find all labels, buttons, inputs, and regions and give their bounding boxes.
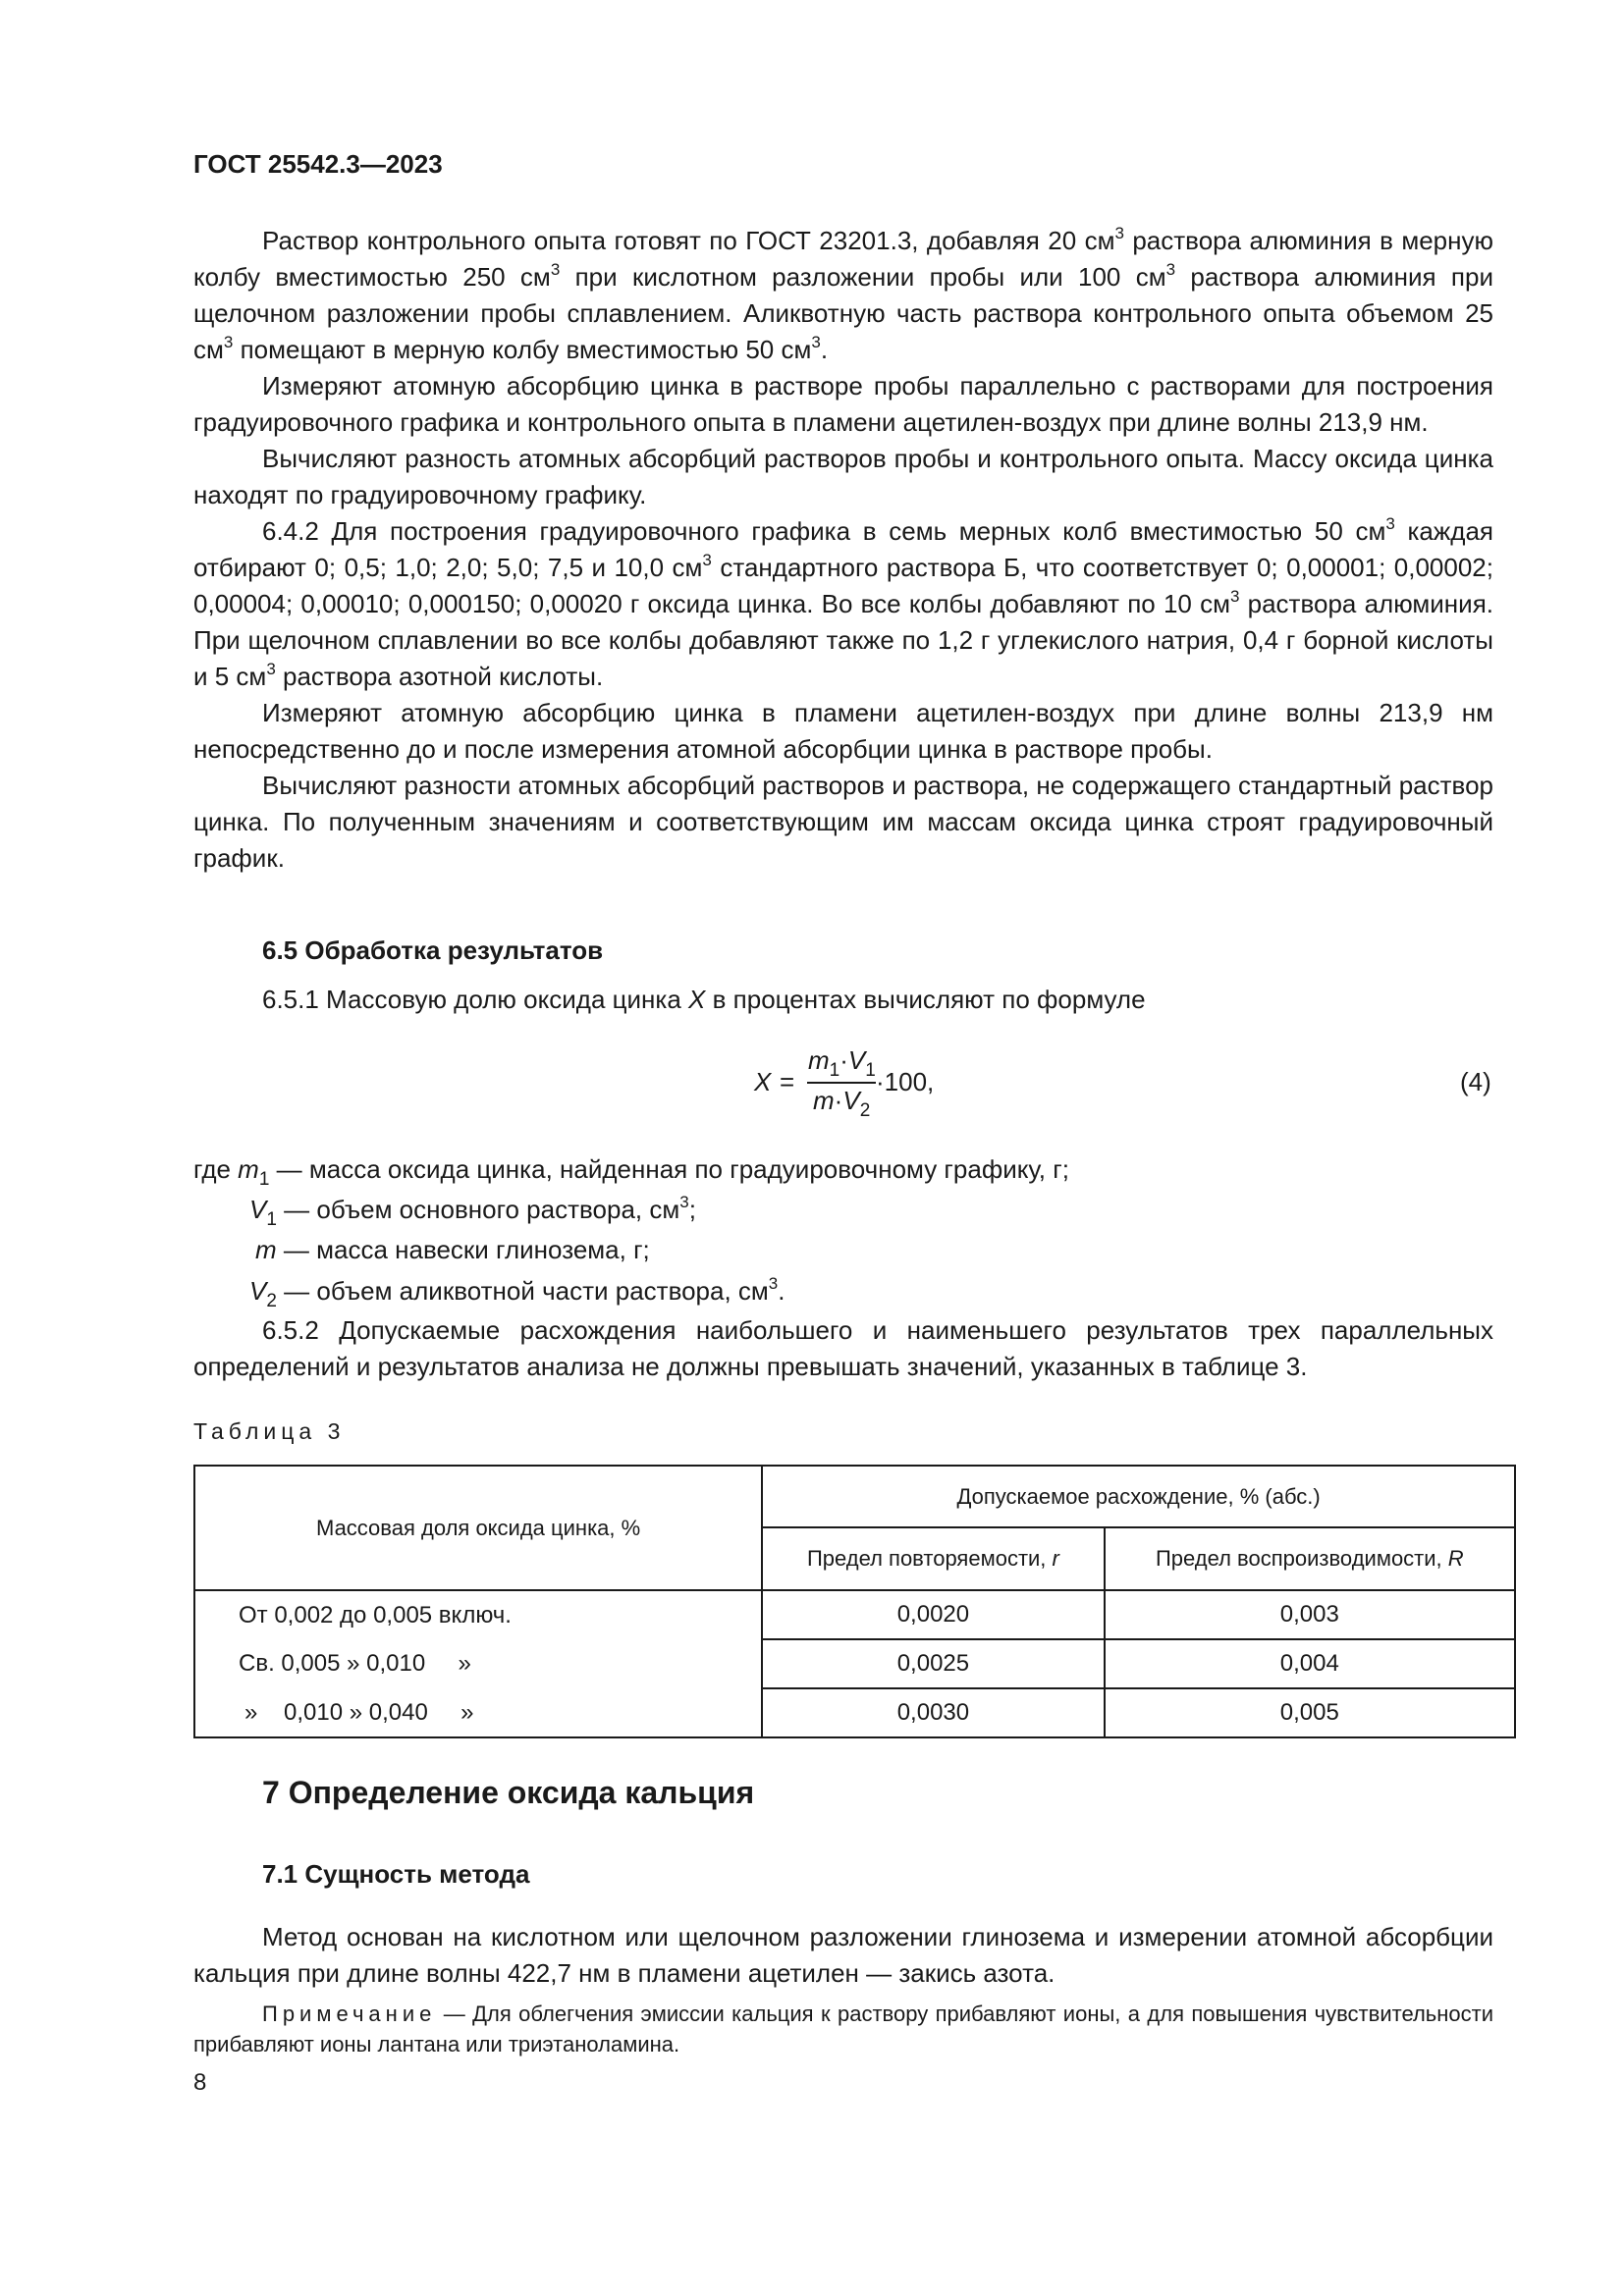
where-line-4: $V_2$ — объем аликвотной части раствора, $см^3$.: [249, 1274, 785, 1311]
paragraph-6-4-2: 6.4.2 Для построения градуировочного графика в семь мерных колб вместимостью 50 $см^3$ каждая отбирают 0; 0,5; 1,0; 2,0; 5,0; 7,5 и 10,0 $см^3$ стандартного раствора Б, что соответствует 0; 0,00001; 0,00002; 0,00004; 0,00010; 0,000150; 0,00020 г оксида цинка. Во все колбы добавляют по 10 $см^3$ раствора алюминия. При щелочном сплавлении во все колбы добавляют также по 1,2 г углекислого натрия, 0,4 г борной кислоты и 5 $см^3$ раствора азотной кислоты.: [193, 514, 1493, 691]
paragraph: Раствор контрольного опыта готовят по ГОСТ 23201.3, добавляя 20 $см^3$ раствора алюминия в мерную колбу вместимостью 250 $см^3$ при кислотном разложении пробы или 100 $см^3$ раствора алюминия при щелочном разложении пробы сплавлением. Аликвотную часть раствора контрольного опыта объемом 25 $см^3$ помещают в мерную колбу вместимостью 50 $см^3$.: [193, 224, 1493, 364]
where-line-3: m — масса навески глинозема, г;: [255, 1235, 650, 1264]
where-line-2: $V_1$ — объем основного раствора, $см^3$;: [249, 1193, 696, 1230]
section-heading-6-5: 6.5 Обработка результатов: [262, 935, 604, 965]
paragraph-7-1: Метод основан на кислотном или щелочном разложении глинозема и измерении атомной абсорбции кальция при длине волны 422,7 нм в пламени ацетилен — закись азота.: [193, 1922, 1493, 1988]
paragraph: Измеряют атомную абсорбцию цинка в пламени ацетилен-воздух при длине волны 213,9 нм непосредственно до и после измерения атомной абсорбции цинка в растворе пробы.: [193, 698, 1493, 764]
formula: X = $m_1\cdot V_1$ $m\cdot V_2$ ·100,: [754, 1045, 935, 1121]
section-heading-7: 7 Определение оксида кальция: [262, 1775, 755, 1810]
paragraph: Измеряют атомную абсорбцию цинка в растворе пробы параллельно с растворами для построения градуировочного графика и контрольного опыта в пламени ацетилен-воздух при длине волны 213,9 нм.: [193, 371, 1493, 437]
table-header-mass-fraction: Массовая доля оксида цинка, %: [194, 1466, 762, 1590]
fraction-bar: [807, 1082, 876, 1084]
note: Примечание — Для облегчения эмиссии кальция к раствору прибавляют ионы, а для повышения чувствительности прибавляют ионы лантана или триэтаноламина.: [193, 2002, 1493, 2056]
paragraph-6-5-2: 6.5.2 Допускаемые расхождения наибольшего и наименьшего результатов трех параллельных определений и результатов анализа не должны превышать значений, указанных в таблице 3.: [193, 1315, 1493, 1381]
table-row: Св. 0,005 » 0,010 » 0,0025 0,004: [194, 1639, 1515, 1688]
formula-number: (4): [1460, 1067, 1491, 1096]
table-3: [193, 1465, 1516, 1738]
section-heading-7-1: 7.1 Сущность метода: [262, 1859, 530, 1889]
formula-numerator: $m_1\cdot V_1$: [808, 1045, 876, 1081]
table-header-reproducibility: Предел воспроизводимости, R: [1105, 1527, 1515, 1590]
page-number: 8: [193, 2069, 207, 2096]
where-line-1: где $m_1$ — масса оксида цинка, найденная по градуировочному графику, г;: [193, 1154, 1069, 1190]
table-header-repeatability: Предел повторяемости, r: [762, 1527, 1104, 1590]
table-header-group: Допускаемое расхождение, % (абс.): [762, 1466, 1515, 1527]
table-row: От 0,002 до 0,005 включ. 0,0020 0,003: [194, 1590, 1515, 1639]
paragraph-6-5-1: 6.5.1 Массовую долю оксида цинка X в процентах вычисляют по формуле: [262, 985, 1146, 1014]
table-caption: Таблица 3: [193, 1418, 346, 1444]
document-header: ГОСТ 25542.3—2023: [193, 149, 443, 179]
body-text-block: [193, 223, 1493, 877]
paragraph: Вычисляют разность атомных абсорбций растворов пробы и контрольного опыта. Массу оксида цинка находят по градуировочному графику.: [193, 444, 1493, 509]
table-row: » 0,010 » 0,040 » 0,0030 0,005: [194, 1688, 1515, 1737]
paragraph: Вычисляют разности атомных абсорбций растворов и раствора, не содержащего стандартный раствор цинка. По полученным значениям и соответствующим им массам оксида цинка строят градуировочный график.: [193, 771, 1493, 873]
formula-denominator: $m\cdot V_2$: [813, 1086, 871, 1121]
